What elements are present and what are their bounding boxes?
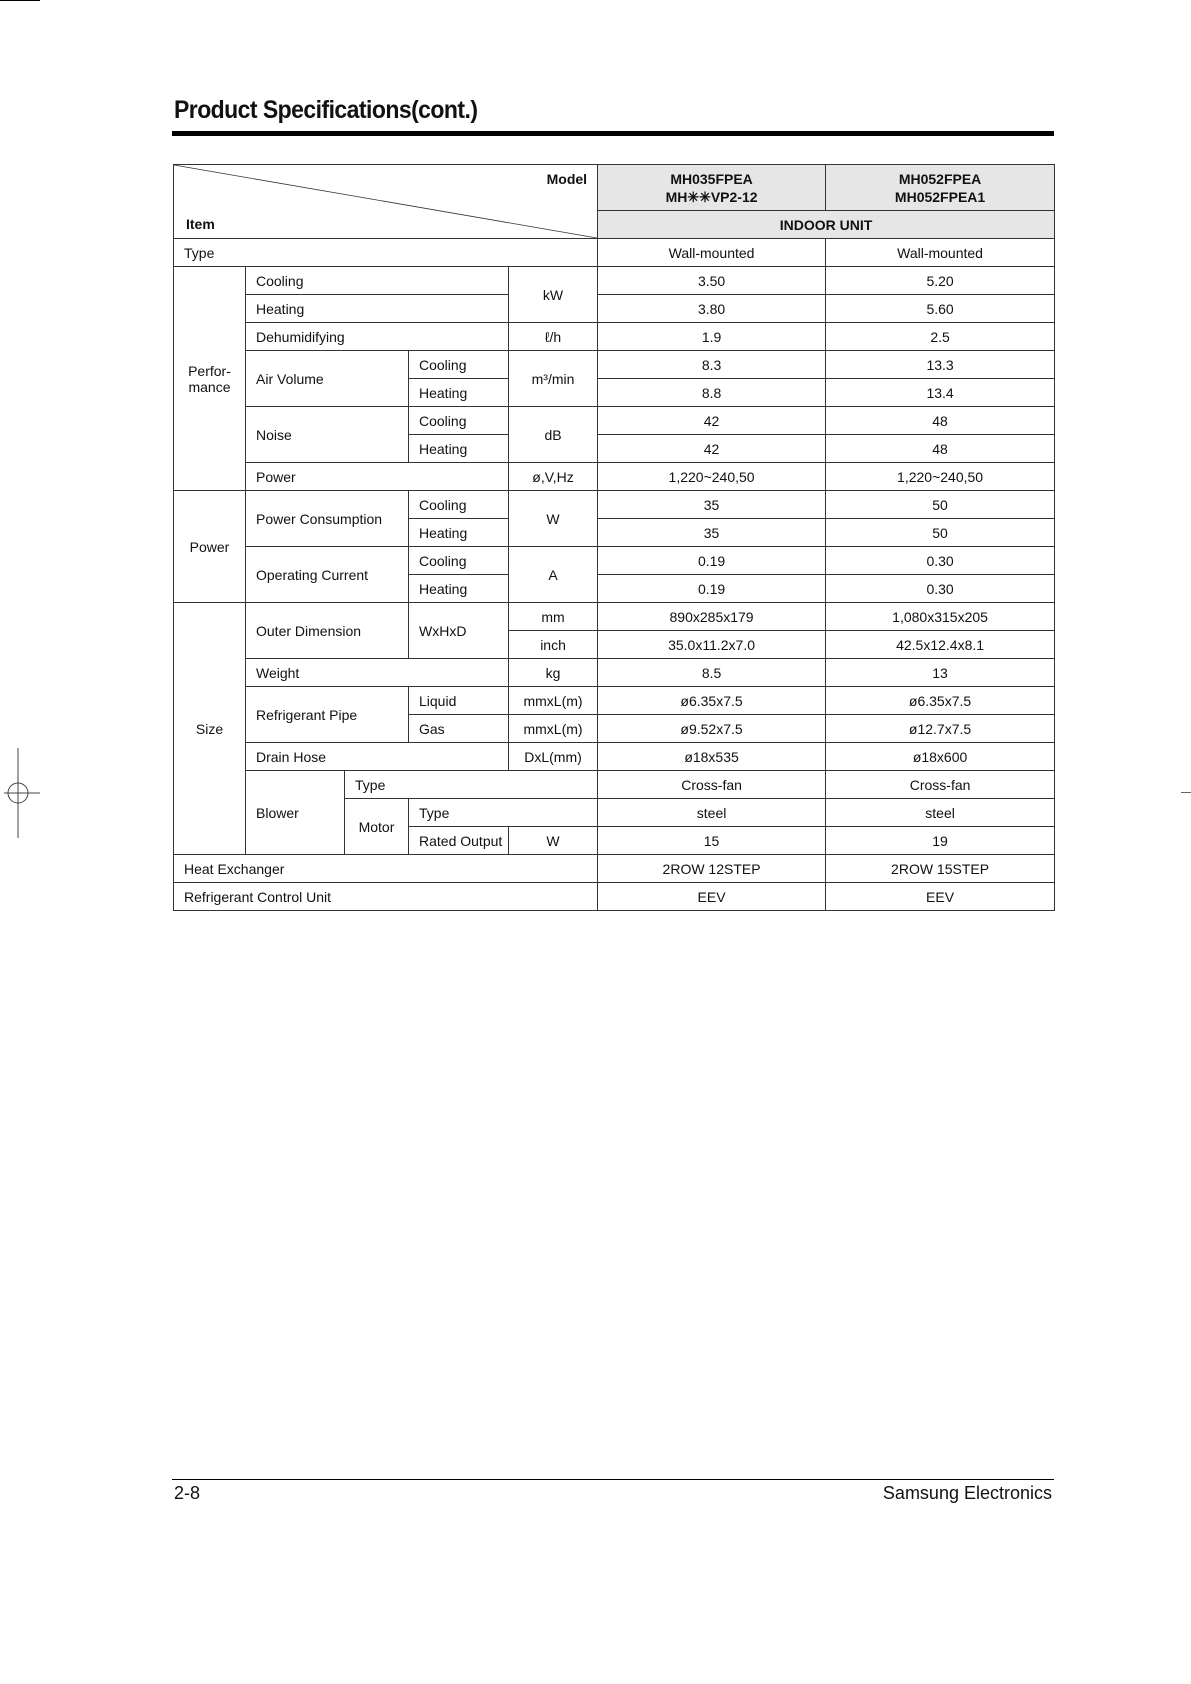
title-rule: [172, 131, 1054, 136]
motor-type-label: Type: [409, 799, 598, 827]
operating-current-label: Operating Current: [246, 547, 409, 603]
drain-hose-value-1: ø18x535: [598, 743, 826, 771]
outer-inch-value-1: 35.0x11.2x7.0: [598, 631, 826, 659]
weight-value-1: 8.5: [598, 659, 826, 687]
weight-label: Weight: [246, 659, 509, 687]
cooling-capacity-label: Cooling: [246, 267, 509, 295]
air-volume-label: Air Volume: [246, 351, 409, 407]
page-title: Product Specifications(cont.): [174, 96, 478, 124]
table-row-dehumidifying: [174, 323, 1055, 351]
model-label: Model: [546, 171, 588, 187]
cooling-capacity-value-1: 3.50: [598, 267, 826, 295]
header-diagonal-cell: [174, 165, 598, 239]
table-row-consumption-cooling: [174, 491, 1055, 519]
heat-exchanger-value-2: 2ROW 15STEP: [826, 855, 1055, 883]
blower-type-value-2: Cross-fan: [826, 771, 1055, 799]
power-consumption-unit: W: [509, 491, 598, 547]
heat-exchanger-label: Heat Exchanger: [174, 855, 598, 883]
outer-dimension-sub: WxHxD: [409, 603, 509, 659]
consumption-cooling-label: Cooling: [409, 491, 509, 519]
blower-type-label: Type: [345, 771, 598, 799]
diagonal-line: [174, 165, 597, 238]
pipe-gas-label: Gas: [409, 715, 509, 743]
current-heating-label: Heating: [409, 575, 509, 603]
edge-crop-tick: [1181, 792, 1191, 793]
table-row-perf-cooling: [174, 267, 1055, 295]
type-value-1: Wall-mounted: [598, 239, 826, 267]
outer-inch-value-2: 42.5x12.4x8.1: [826, 631, 1055, 659]
table-row-drain-hose: [174, 743, 1055, 771]
table-row-perf-heating: [174, 295, 1055, 323]
outer-inch-unit: inch: [509, 631, 598, 659]
noise-heating-value-2: 48: [826, 435, 1055, 463]
air-cooling-label: Cooling: [409, 351, 509, 379]
air-cooling-value-1: 8.3: [598, 351, 826, 379]
outer-mm-value-2: 1,080x315x205: [826, 603, 1055, 631]
blower-type-value-1: Cross-fan: [598, 771, 826, 799]
pipe-liquid-value-1: ø6.35x7.5: [598, 687, 826, 715]
dehumidifying-value-2: 2.5: [826, 323, 1055, 351]
noise-label: Noise: [246, 407, 409, 463]
power-supply-unit: ø,V,Hz: [509, 463, 598, 491]
drain-hose-unit: DxL(mm): [509, 743, 598, 771]
drain-hose-label: Drain Hose: [246, 743, 509, 771]
model-2-line-2: MH052FPEA1: [894, 188, 986, 205]
kw-unit: kW: [509, 267, 598, 323]
heating-capacity-label: Heating: [246, 295, 509, 323]
footer-company: Samsung Electronics: [882, 1483, 1052, 1503]
table-row-blower-type: [174, 771, 1055, 799]
pipe-gas-value-2: ø12.7x7.5: [826, 715, 1055, 743]
control-unit-value-1: EEV: [598, 883, 826, 911]
dehumidifying-value-1: 1.9: [598, 323, 826, 351]
consumption-cooling-value-2: 50: [826, 491, 1055, 519]
current-cooling-value-2: 0.30: [826, 547, 1055, 575]
model-2-line-1: MH052FPEA: [898, 170, 982, 187]
rated-output-value-2: 19: [826, 827, 1055, 855]
weight-value-2: 13: [826, 659, 1055, 687]
noise-heating-label: Heating: [409, 435, 509, 463]
size-group-label: Size: [174, 603, 246, 855]
drain-hose-value-2: ø18x600: [826, 743, 1055, 771]
table-row-air-cooling: [174, 351, 1055, 379]
air-cooling-value-2: 13.3: [826, 351, 1055, 379]
power-supply-label: Power: [246, 463, 509, 491]
noise-unit: dB: [509, 407, 598, 463]
weight-unit: kg: [509, 659, 598, 687]
air-volume-unit: m³/min: [509, 351, 598, 407]
table-row-power-supply: [174, 463, 1055, 491]
air-heating-value-1: 8.8: [598, 379, 826, 407]
motor-label: Motor: [345, 799, 409, 855]
table-row-pipe-liquid: [174, 687, 1055, 715]
power-supply-value-1: 1,220~240,50: [598, 463, 826, 491]
heating-capacity-value-2: 5.60: [826, 295, 1055, 323]
outer-dimension-label: Outer Dimension: [246, 603, 409, 659]
heating-capacity-value-1: 3.80: [598, 295, 826, 323]
pipe-liquid-value-2: ø6.35x7.5: [826, 687, 1055, 715]
dehumidifying-unit: ℓ/h: [509, 323, 598, 351]
footer-rule: [172, 1479, 1054, 1480]
table-row-outer-mm: [174, 603, 1055, 631]
table-row-type: [174, 239, 1055, 267]
pipe-gas-value-1: ø9.52x7.5: [598, 715, 826, 743]
consumption-heating-value-1: 35: [598, 519, 826, 547]
model-1-line-2: MH✳✳VP2-12: [665, 188, 758, 205]
table-row-current-cooling: [174, 547, 1055, 575]
indoor-unit-header: INDOOR UNIT: [598, 211, 1055, 239]
model-1-line-1: MH035FPEA: [670, 170, 753, 187]
dehumidifying-label: Dehumidifying: [246, 323, 509, 351]
page-number: 2-8: [174, 1483, 201, 1503]
top-crop-rule: [0, 0, 40, 1]
pipe-gas-unit: mmxL(m): [509, 715, 598, 743]
control-unit-label: Refrigerant Control Unit: [174, 883, 598, 911]
table-row-heat-exchanger: [174, 855, 1055, 883]
table-row-noise-cooling: [174, 407, 1055, 435]
noise-cooling-value-1: 42: [598, 407, 826, 435]
outer-mm-value-1: 890x285x179: [598, 603, 826, 631]
registration-mark-icon: [4, 748, 40, 838]
operating-current-unit: A: [509, 547, 598, 603]
consumption-heating-label: Heating: [409, 519, 509, 547]
pipe-liquid-unit: mmxL(m): [509, 687, 598, 715]
power-consumption-label: Power Consumption: [246, 491, 409, 547]
performance-group-label: Perfor- mance: [174, 267, 246, 491]
air-heating-value-2: 13.4: [826, 379, 1055, 407]
noise-cooling-value-2: 48: [826, 407, 1055, 435]
air-heating-label: Heating: [409, 379, 509, 407]
current-heating-value-1: 0.19: [598, 575, 826, 603]
current-cooling-value-1: 0.19: [598, 547, 826, 575]
model-1-header: [598, 165, 826, 211]
rated-output-label: Rated Output: [409, 827, 509, 855]
table-row-weight: [174, 659, 1055, 687]
refrigerant-pipe-label: Refrigerant Pipe: [246, 687, 409, 743]
rated-output-value-1: 15: [598, 827, 826, 855]
type-label: Type: [174, 239, 598, 267]
power-supply-value-2: 1,220~240,50: [826, 463, 1055, 491]
table-row-control-unit: [174, 883, 1055, 911]
consumption-cooling-value-1: 35: [598, 491, 826, 519]
current-cooling-label: Cooling: [409, 547, 509, 575]
blower-label: Blower: [246, 771, 345, 855]
model-2-header: [826, 165, 1055, 211]
power-group-label: Power: [174, 491, 246, 603]
rated-output-unit: W: [509, 827, 598, 855]
pipe-liquid-label: Liquid: [409, 687, 509, 715]
current-heating-value-2: 0.30: [826, 575, 1055, 603]
consumption-heating-value-2: 50: [826, 519, 1055, 547]
header-row-model: [174, 165, 1055, 211]
type-value-2: Wall-mounted: [826, 239, 1055, 267]
control-unit-value-2: EEV: [826, 883, 1055, 911]
motor-type-value-1: steel: [598, 799, 826, 827]
cooling-capacity-value-2: 5.20: [826, 267, 1055, 295]
item-label: Item: [186, 216, 215, 232]
noise-cooling-label: Cooling: [409, 407, 509, 435]
outer-mm-unit: mm: [509, 603, 598, 631]
spec-table: [173, 164, 1055, 911]
heat-exchanger-value-1: 2ROW 12STEP: [598, 855, 826, 883]
motor-type-value-2: steel: [826, 799, 1055, 827]
noise-heating-value-1: 42: [598, 435, 826, 463]
